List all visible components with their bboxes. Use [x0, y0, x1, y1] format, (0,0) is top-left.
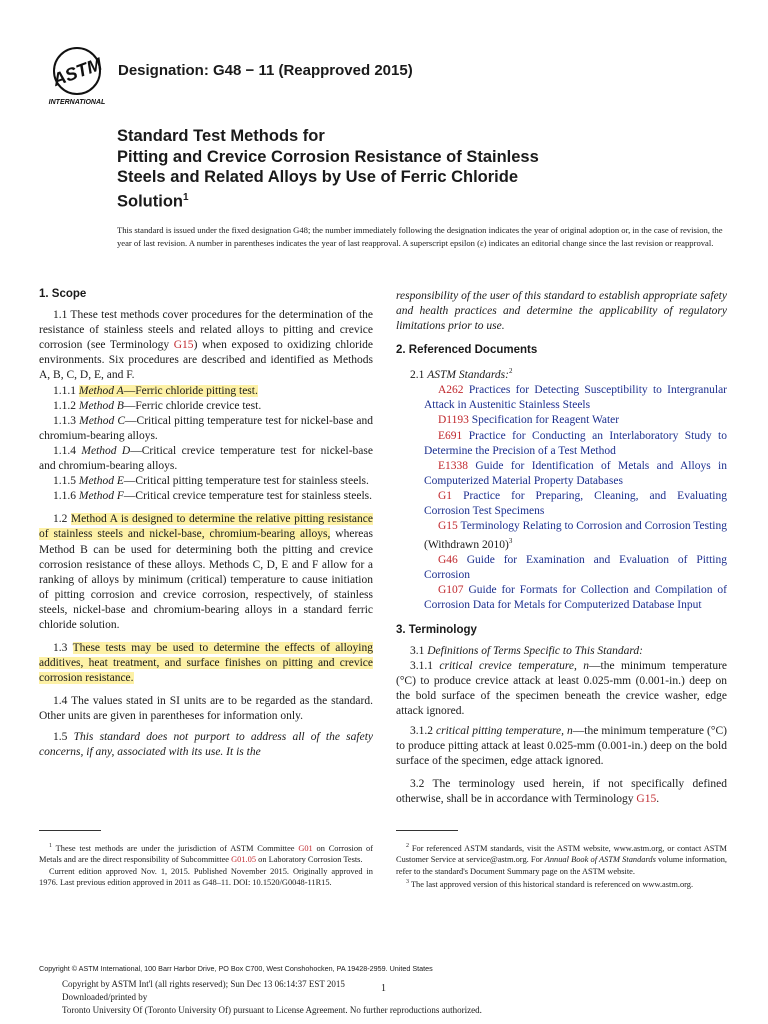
reference-withdrawn-note: (Withdrawn 2010)	[424, 539, 509, 552]
reference-code[interactable]: G107	[438, 584, 464, 597]
reference-footnote-mark: 3	[508, 537, 513, 546]
method-e: 1.1.5 Method E—Critical pitting temperature test for stainless steels.	[53, 475, 369, 488]
reference-list	[396, 383, 727, 613]
document-title	[117, 126, 717, 212]
reference-code[interactable]: E1338	[438, 459, 469, 472]
scope-1-3: 1.3 These tests may be used to determine the effects of alloying additives, heat treatment, and surface finishes on pitting and crevice corrosion resistance.	[39, 642, 373, 685]
highlight-1-2: Method A is designed to determine the relative pitting resistance of stainless steels and nickel-base, chromium-bearing alloys,	[39, 513, 373, 541]
logo-text: ASTM	[49, 53, 105, 91]
reference-item[interactable]	[396, 413, 727, 428]
download-notice: Copyright by ASTM Int'l (all rights reserved); Sun Dec 13 06:14:37 EST 2015 Downloaded/printed by Toronto University Of (Toronto University Of) pursuant to License Agreement. No further reproductions authorized.	[62, 979, 482, 1015]
scope-1-2: 1.2 Method A is designed to determine the relative pitting resistance of stainless steels and nickel-base, chromium-bearing alloys, whereas Method B can be used for determining both the pitting and crevice corrosion resistance of these alloys. Methods C, D, E and F allow for a ranking of alloys by minimum (critical) temperature to cause initiation of pitting corrosion and crevice corrosion, respectively, of stainless steels, nickel-base and chromium-bearing alloys in a standard ferric chloride solution.	[39, 513, 373, 631]
reference-code[interactable]: G46	[438, 554, 458, 567]
scope-1-1: 1.1 These test methods cover procedures for the determination of the resistance of stainless steels and related alloys to pitting and crevice corrosion (see Terminology G15) when exposed to oxidizing chloride environments. Six procedures are described and identified as Methods A, B, C, D, E, and F.	[39, 309, 373, 382]
title-line-3: Steels and Related Alloys by Use of Ferric Chloride	[117, 168, 519, 186]
page-number: 1	[381, 983, 386, 994]
reference-item[interactable]	[396, 383, 727, 413]
method-c: 1.1.3 Method C—Critical pitting temperature test for nickel-base and chromium-bearing alloys.	[39, 414, 374, 442]
method-f: 1.1.6 Method F—Critical crevice temperature test for stainless steels.	[53, 490, 373, 503]
reference-title[interactable]: Guide for Examination and Evaluation of Pitting Corrosion	[424, 554, 727, 582]
footnote-1: $^1$ These test methods are under the jurisdiction of ASTM Committee G01 on Corrosion of Metals and are the direct responsibility of Subcommittee G01.05 on Laboratory Corrosion Tests.	[39, 843, 373, 865]
reference-item[interactable]	[396, 489, 727, 519]
footnote-3: $^3$ The last approved version of this historical standard is referenced on www.astm.org.	[406, 879, 694, 889]
term-3-1-2: 3.1.2 critical pitting temperature, n—the minimum temperature (°C) to produce pitting attack at least 0.025-mm (0.001-in.) deep on the bold surface of the specimen, edge attack ignored.	[396, 725, 727, 768]
footnote-rule-left	[39, 830, 101, 831]
referenced-documents-heading: 2. Referenced Documents	[396, 344, 538, 357]
title-footnote-mark: 1	[182, 191, 189, 203]
designation-notice: This standard is issued under the fixed designation G48; the number immediately following the designation indicates the year of original adoption or, in the case of revision, the year of last revision. A number in parentheses indicates the year of last reapproval. A superscript epsilon (ε) indicates an editorial change since the last revision or reapproval.	[117, 225, 723, 249]
reference-code[interactable]: E691	[438, 429, 463, 442]
reference-title[interactable]: Practice for Preparing, Cleaning, and Evaluating Corrosion Test Specimens	[424, 489, 727, 518]
astm-logo	[44, 42, 114, 108]
astm-standards-label: 2.1 ASTM Standards:$^2$	[410, 367, 513, 382]
footnote-1-edition: Current edition approved Nov. 1, 2015. Published November 2015. Originally approved in 1976. Last previous edition approved in 2011 as G48–11. DOI: 10.1520/G0048-11R15.	[39, 866, 373, 888]
reference-item[interactable]	[396, 459, 727, 489]
scope-1-5-continued: responsibility of the user of this standard to establish appropriate safety and health practices and determine the applicability of regulatory limitations prior to use.	[396, 290, 727, 333]
term-3-1: 3.1 Definitions of Terms Specific to This Standard:	[410, 644, 643, 657]
footnote-2: $^2$ For referenced ASTM standards, visit the ASTM website, www.astm.org, or contact ASTM Customer Service at service@astm.org. For Annual Book of ASTM Standards volume information, refer to the standard's Document Summary page on the ASTM website.	[396, 843, 727, 876]
title-line-4: Solution	[117, 192, 183, 210]
reference-item[interactable]	[396, 583, 727, 613]
reference-code[interactable]: G15	[438, 520, 458, 533]
reference-title[interactable]: Guide for Identification of Metals and Alloys in Computerized Material Property Databases	[424, 459, 727, 487]
scope-heading: 1. Scope	[39, 288, 87, 300]
method-a: 1.1.1 Method A—Ferric chloride pitting test.	[53, 384, 258, 397]
reference-title[interactable]: Practices for Detecting Susceptibility to Intergranular Attack in Austenitic Stainless Steels	[424, 384, 728, 412]
designation: Designation: G48 − 11 (Reapproved 2015)	[118, 62, 413, 79]
highlight-1-3: These tests may be used to determine the effects of alloying additives, heat treatment, and surface finishes on pitting and crevice corrosion resistance.	[39, 642, 373, 685]
logo-subtext: INTERNATIONAL	[48, 99, 106, 106]
footnotes-right	[396, 841, 727, 890]
reference-title[interactable]: Guide for Formats for Collection and Compilation of Corrosion Data for Metals for Computerized Database Input	[424, 584, 727, 612]
reference-item[interactable]	[396, 429, 727, 459]
footnote-rule-right	[396, 830, 458, 831]
method-b: 1.1.2 Method B—Ferric chloride crevice test.	[53, 399, 262, 412]
method-d: 1.1.4 Method D—Critical crevice temperature test for nickel-base and chromium-bearing alloys.	[39, 444, 373, 473]
reference-code[interactable]: A262	[438, 384, 464, 397]
title-line-2: Pitting and Crevice Corrosion Resistance of Stainless	[117, 147, 539, 166]
reference-code[interactable]: D1193	[438, 414, 469, 427]
g15-link-terminology[interactable]: G15	[636, 793, 657, 806]
reference-title[interactable]: Practice for Conducting an Interlaboratory Study to Determine the Precision of a Test Method	[424, 429, 728, 457]
scope-1-4: 1.4 The values stated in SI units are to be regarded as the standard. Other units are given in parentheses for information only.	[39, 695, 373, 723]
term-3-1-1: 3.1.1 critical crevice temperature, n—the minimum temperature (°C) to produce crevice attack at least 0.025-mm (0.001-in.) deep on the bold surface of the specimen beneath the crevice washer, edge attack ignored.	[396, 659, 728, 717]
term-3-2: 3.2 The terminology used herein, if not specifically defined otherwise, shall be in accordance with Terminology G15.	[396, 778, 727, 806]
reference-item[interactable]	[396, 519, 727, 553]
g15-link[interactable]: G15	[173, 339, 194, 352]
g01-05-link[interactable]: G01.05	[231, 855, 257, 865]
left-column	[39, 287, 373, 760]
right-column	[396, 289, 727, 808]
reference-code[interactable]: G1	[438, 489, 453, 502]
title-line-1: Standard Test Methods for	[117, 127, 325, 145]
footnotes-left	[39, 841, 373, 888]
reference-title[interactable]: Specification for Reagent Water	[471, 414, 620, 427]
copyright-line: Copyright © ASTM International, 100 Barr Harbor Drive, PO Box C700, West Conshohocken, PA 19428-2959. United States	[39, 964, 433, 973]
terminology-heading: 3. Terminology	[396, 623, 477, 636]
scope-1-5: 1.5 This standard does not purport to address all of the safety concerns, if any, associated with its use. It is the	[39, 730, 374, 758]
reference-title[interactable]: Terminology Relating to Corrosion and Corrosion Testing	[460, 520, 727, 533]
reference-item[interactable]	[396, 553, 727, 583]
g01-link[interactable]: G01	[298, 843, 313, 853]
